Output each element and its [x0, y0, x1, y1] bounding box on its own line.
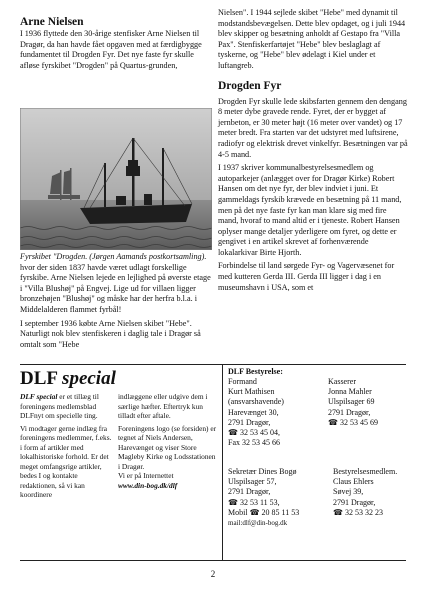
photo-caption: Fyrskibet "Drogden. (Jørgen Aamands postkortsamling). — [20, 252, 207, 261]
heading-drogden-fyr: Drogden Fyr — [218, 79, 282, 92]
page-number: 2 — [210, 569, 216, 579]
member3-addr1: Ulspilsager 57, — [228, 477, 277, 487]
member4-phone-line — [333, 508, 411, 518]
intro-paragraph: I 1936 flyttede den 30-årige stenfisker Arne Nielsen til Dragør, da han havde fået opgaven med at færdigbygge fundamentet til Drogden Fyr. Det nye faste fyr skulle afløse fyrskibet "Drogden" på Quartus-grunden, — [20, 29, 202, 70]
lightship-illustration — [20, 108, 212, 250]
phone-icon — [333, 508, 343, 517]
phone-icon — [228, 498, 238, 507]
member1-phone-line — [228, 428, 323, 438]
member1-phone: 32 53 45 04, — [239, 428, 280, 438]
member3-mobil-line — [228, 508, 328, 518]
left-column — [20, 8, 210, 71]
member1-addr2: 2791 Dragør, — [228, 417, 271, 427]
dlf-reprint: indlæggene eller udgive dem i særlige hæfter. Eftertryk kun tilladt efter aftale. — [118, 392, 208, 420]
board-heading: DLF Bestyrelse: — [228, 367, 283, 376]
dlf-internet: Vi er på Internettet — [118, 471, 174, 480]
member3-email[interactable]: mail:dlf@din-bog.dk — [228, 519, 288, 528]
dlf-title-main: DLF — [20, 368, 58, 389]
phone-icon — [228, 428, 238, 437]
dlf-column-1 — [20, 392, 112, 500]
dlf-submissions: Vi modtager gerne indlæg fra foreningens medlemmer, f.eks. i form af artikler med lokalhistoriske forhold. Er det meget omfangsrige artikler, bedes I og kontakte redaktionen, så vi kan koordinere — [20, 423, 112, 499]
dlf-special-title — [20, 368, 116, 390]
member1-note: (ansvarshavende) — [228, 397, 284, 407]
board-heading-wrap — [228, 367, 408, 377]
member2-name: Jonna Mahler — [328, 387, 372, 397]
lightship-photo — [20, 108, 212, 250]
dlf-column-2 — [118, 392, 218, 490]
dlf-intro-bold: DLF special — [20, 392, 58, 401]
paragraph-gerda-iii: Forbindelse til land sørgede Fyr- og Vagervæsenet for med kutteren Gerda III. Gerda III ligger i dag i en museumshavn i USA, som et — [218, 261, 395, 292]
member4-name: Claus Ehlers — [333, 477, 374, 487]
member2-phone-line — [328, 418, 410, 428]
paragraph-villa-blushoj: hvor der siden 1837 havde været udlagt forskellige fyrskibe. Arne Nielsen lejede en lejlighed på øverste etage i "Villa Blushøj" på Engvej. Lige ud for villaen ligger bronzehøjen "Blushøj" og måske har der herfra b.l.a. i Middelalderen flammet fyrbål! — [20, 262, 211, 314]
board-member-kasserer — [328, 377, 410, 428]
member3-mobil-phone: 20 85 11 53 — [261, 507, 300, 517]
member3-phone: 32 53 11 53, — [239, 497, 280, 507]
member3-mobil-label: Mobil — [228, 507, 248, 517]
member2-phone: 32 53 45 69 — [339, 417, 378, 427]
heading-arne-nielsen: Arne Nielsen — [20, 16, 84, 28]
left-column-lower — [20, 252, 212, 350]
member4-addr2: 2791 Dragør, — [333, 497, 376, 507]
board-member-formand — [228, 377, 323, 448]
member3-role: Sekretær Dines Bogø — [228, 467, 297, 476]
member3-addr2: 2791 Dragør, — [228, 487, 271, 497]
paragraph-drogden-fyr: Drogden Fyr skulle lede skibsfarten gennem den dengang 8 meter dybe gravede rende. Fyret, der er bygget af jernbeton, er 30 meter højt (16 meter over vandet) og 17 meter bredt. Fra starten var det udstyret med luftsirene, radiofyr og elektrisk drevet vinkelfyr. Besætningen var på 4-5 mand. — [218, 96, 408, 159]
member1-role: Formand — [228, 377, 257, 386]
member4-role: Bestyrelsesmedlem. — [333, 467, 398, 476]
member1-addr1: Harevænget 30, — [228, 407, 279, 417]
member1-fax: Fax 32 53 45 66 — [228, 438, 280, 448]
board-member-sekretaer — [228, 467, 328, 528]
dlf-box-top-rule — [20, 364, 406, 365]
paragraph-hebe-dynamit: Nielsen". I 1944 sejlede skibet "Hebe" med dynamit til modstandsbevægelsen. Dette blev opdaget, og i juli 1944 blev skipper og besætning anholdt af Gestapo fra "Villa Pax". Stenfiskerfartøjet "Hebe" blev beslaglagt af tyskerne, og "Hebe" blev ødelagt i Kiel under et luftangreb. — [218, 8, 406, 70]
member4-addr1: Søvej 39, — [333, 487, 364, 497]
dlf-intro — [20, 392, 112, 421]
dlf-box-bottom-rule — [20, 560, 406, 561]
member4-phone: 32 53 32 23 — [344, 507, 383, 517]
right-column — [218, 8, 408, 293]
phone-icon — [328, 418, 338, 427]
dlf-logo-note: Foreningens logo (se forsiden) er tegnet af Niels Andersen, Harevænget og viser Store Magleby Kirke og Lodsstationen i Dragør. — [118, 423, 217, 471]
dlf-box-divider — [222, 364, 223, 560]
member2-addr2: 2791 Dragør, — [328, 407, 371, 417]
member2-addr1: Ulspilsager 69 — [328, 397, 375, 407]
paragraph-hebe-purchase: I september 1936 købte Arne Nielsen skibet "Hebe". Naturligt nok blev stenfiskeren i daglig tale i Dragør så omtalt som "Hebe — [20, 318, 201, 349]
member2-role: Kasserer — [328, 377, 356, 386]
board-member-bestyrelse — [333, 467, 411, 518]
dlf-website-link[interactable]: www.din-bog.dk/dlf — [118, 480, 178, 490]
phone-icon — [250, 508, 260, 517]
paragraph-robert-hansen: I 1937 skriver kommunalbestyrelsesmedlem og autoparkejer (anlægget over for Dragør Kirke) Robert Hansen om det nye fyr, der blev indviet i juni. Et gammeldags fyrskib krævede en besætning på 11 mand, men på det nye faste fyr kan man klare sig med fire mand, hvoraf to mand altid er i tjeneste. Robert Hansen oplyser mange detaljer yderligere om fyret, og dette er gengivet i en artikel skrevet af forhenværende lokalarkivar Birte Hjorth. — [218, 163, 402, 257]
dlf-title-italic: special — [62, 368, 116, 389]
member3-phone-line — [228, 498, 328, 508]
member1-name: Kurt Mathisen — [228, 387, 275, 397]
dlf-intro-text: er et tillæg til foreningens medlemsblad DLFnyt om specielle ting. — [20, 392, 99, 420]
